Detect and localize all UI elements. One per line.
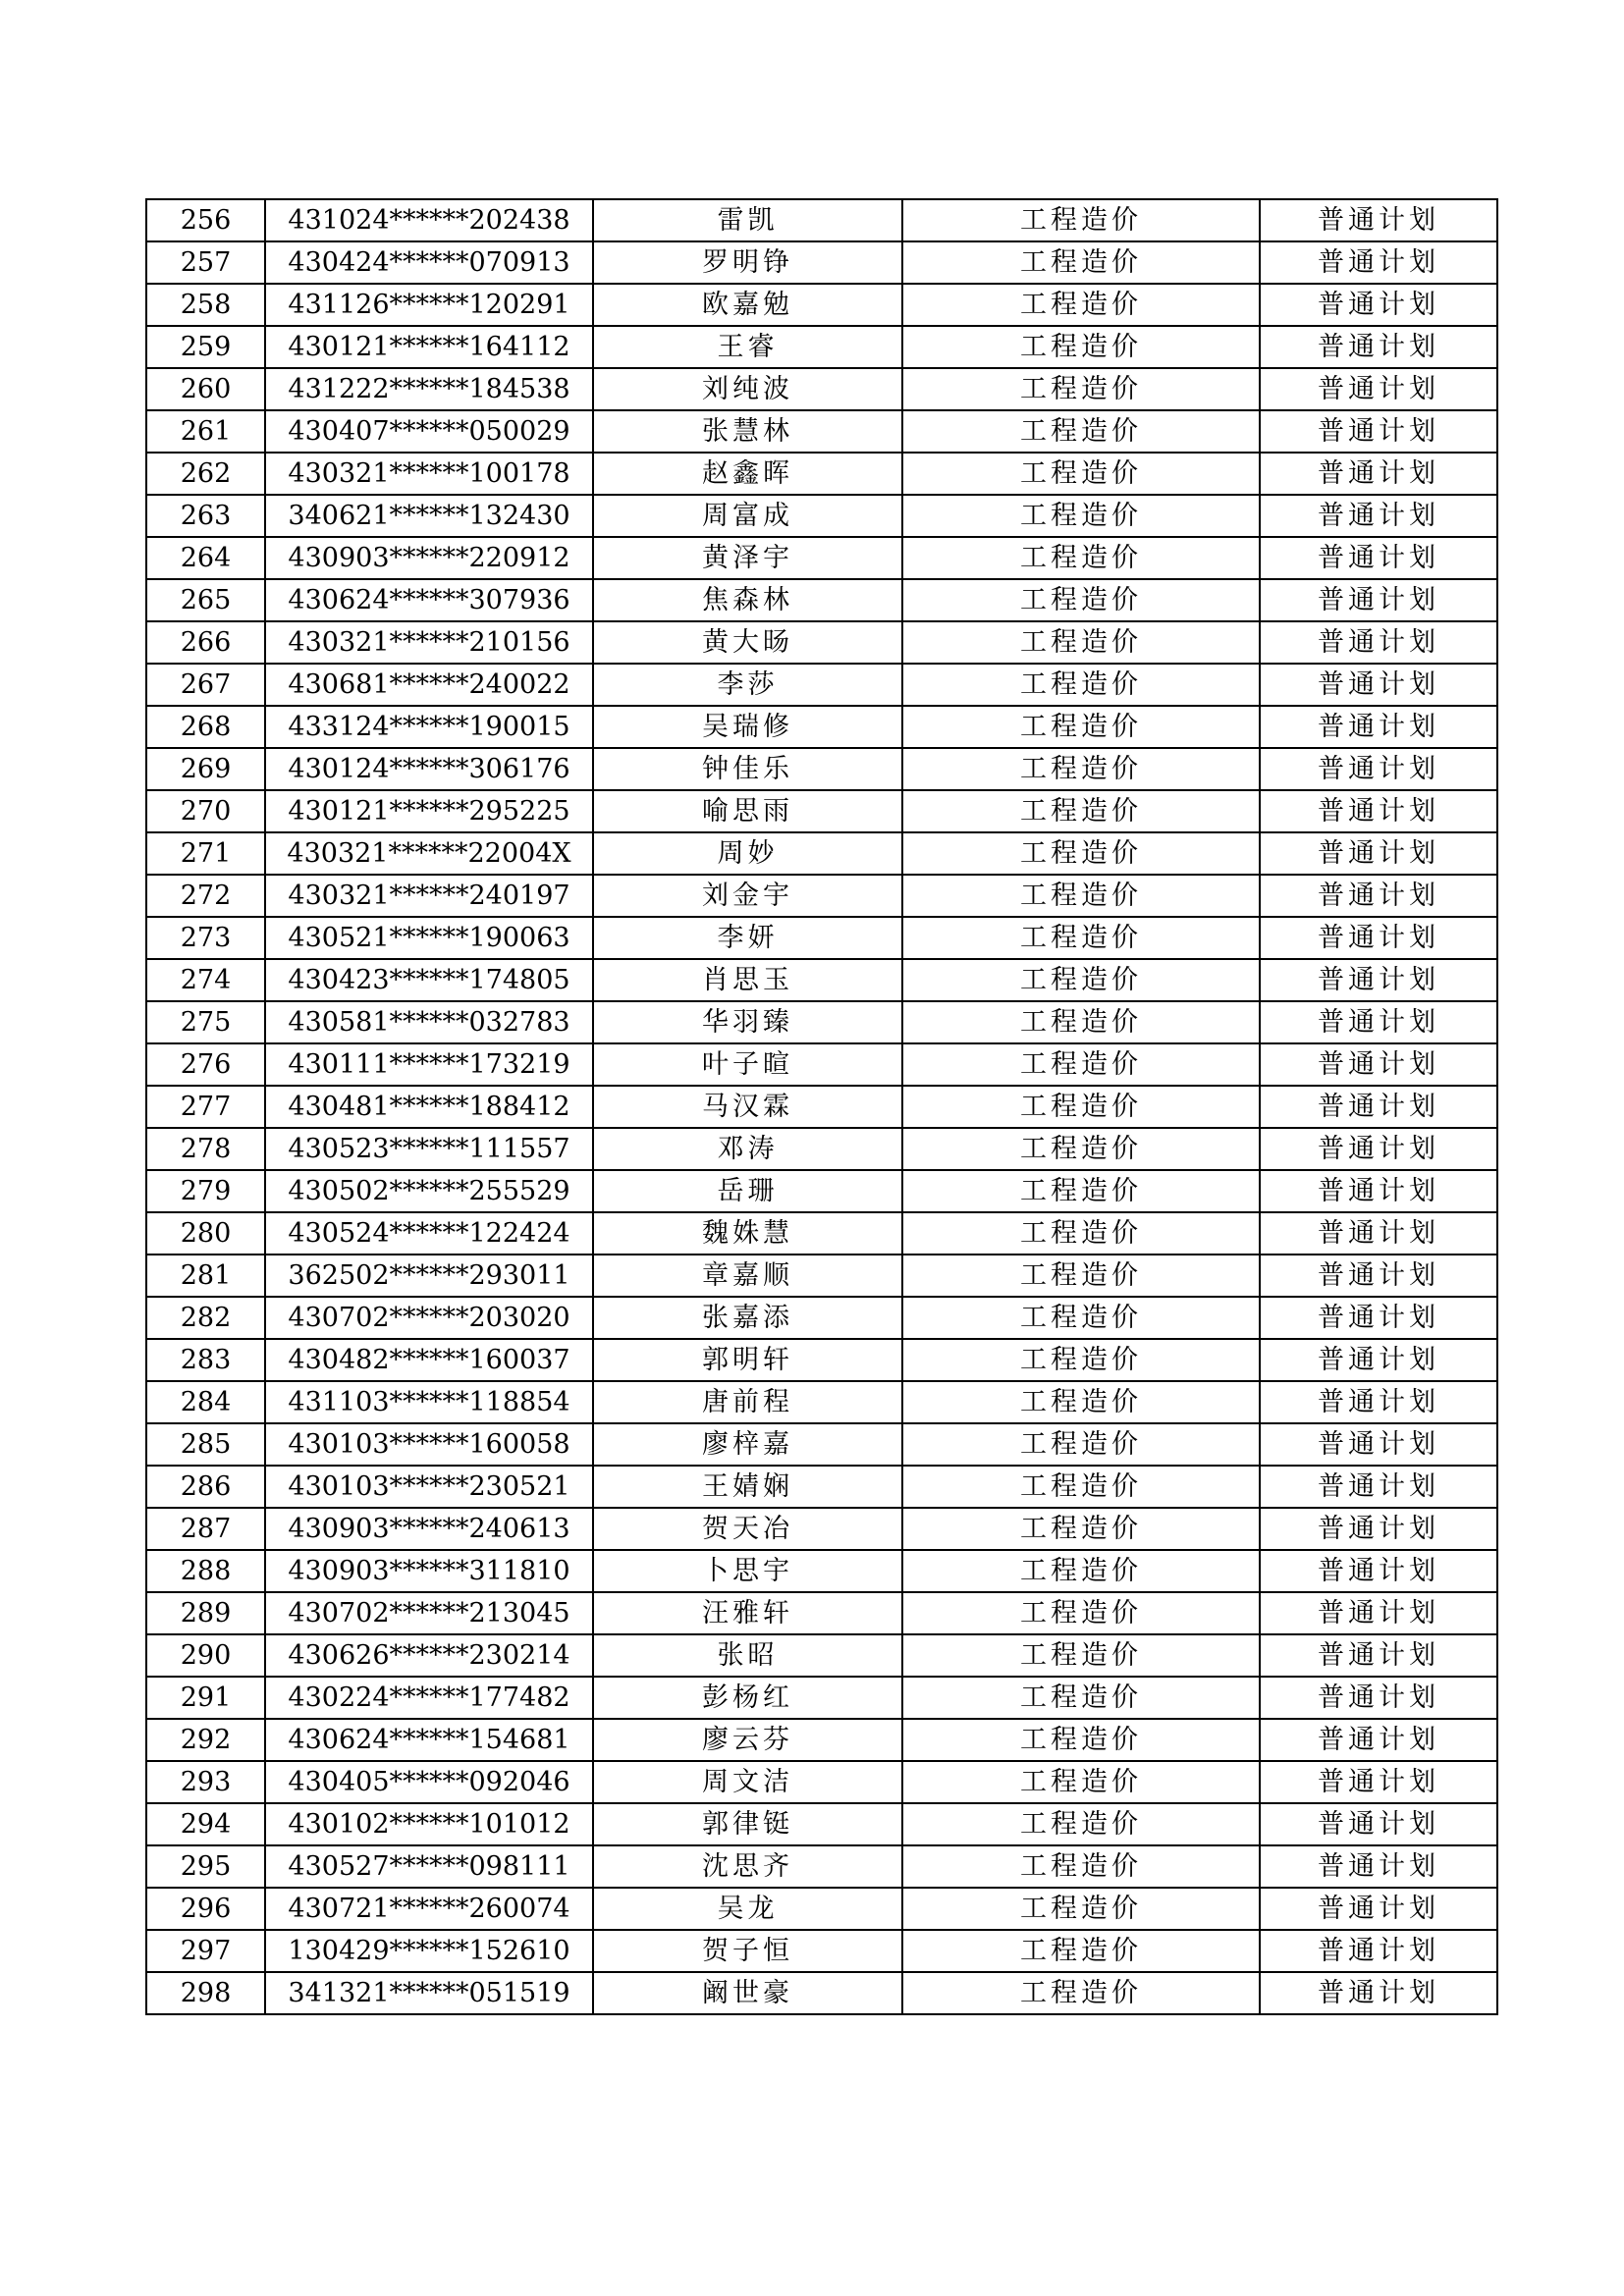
id-number-cell: 430524******122424: [265, 1212, 593, 1255]
row-number-cell: 259: [146, 326, 265, 368]
table-row: [146, 579, 1497, 621]
major-cell: 工程造价: [902, 664, 1260, 706]
table-row: [146, 917, 1497, 959]
plan-type-cell: 普通计划: [1260, 410, 1497, 453]
row-number-cell: 296: [146, 1888, 265, 1930]
major-cell: 工程造价: [902, 537, 1260, 579]
student-name-cell: 王婧娴: [593, 1466, 902, 1508]
major-cell: 工程造价: [902, 1930, 1260, 1972]
id-number-cell: 431103******118854: [265, 1381, 593, 1423]
table-row: [146, 368, 1497, 410]
table-row: [146, 1845, 1497, 1888]
student-name-cell: 周文洁: [593, 1761, 902, 1803]
row-number-cell: 256: [146, 199, 265, 241]
id-number-cell: 430405******092046: [265, 1761, 593, 1803]
id-number-cell: 430624******154681: [265, 1719, 593, 1761]
row-number-cell: 262: [146, 453, 265, 495]
table-row: [146, 1719, 1497, 1761]
table-row: [146, 1001, 1497, 1043]
id-number-cell: 430423******174805: [265, 959, 593, 1001]
id-number-cell: 430481******188412: [265, 1086, 593, 1128]
plan-type-cell: 普通计划: [1260, 1508, 1497, 1550]
plan-type-cell: 普通计划: [1260, 1803, 1497, 1845]
table-row: [146, 832, 1497, 875]
table-row: [146, 706, 1497, 748]
id-number-cell: 430124******306176: [265, 748, 593, 790]
roster-table: [145, 198, 1498, 2015]
table-row: [146, 1297, 1497, 1339]
row-number-cell: 265: [146, 579, 265, 621]
table-row: [146, 537, 1497, 579]
plan-type-cell: 普通计划: [1260, 1677, 1497, 1719]
plan-type-cell: 普通计划: [1260, 1719, 1497, 1761]
major-cell: 工程造价: [902, 1845, 1260, 1888]
table-row: [146, 1508, 1497, 1550]
plan-type-cell: 普通计划: [1260, 621, 1497, 664]
row-number-cell: 271: [146, 832, 265, 875]
row-number-cell: 291: [146, 1677, 265, 1719]
table-row: [146, 199, 1497, 241]
major-cell: 工程造价: [902, 1550, 1260, 1592]
row-number-cell: 290: [146, 1634, 265, 1677]
row-number-cell: 275: [146, 1001, 265, 1043]
row-number-cell: 280: [146, 1212, 265, 1255]
table-row: [146, 664, 1497, 706]
plan-type-cell: 普通计划: [1260, 1128, 1497, 1170]
row-number-cell: 281: [146, 1255, 265, 1297]
table-row: [146, 410, 1497, 453]
id-number-cell: 430321******240197: [265, 875, 593, 917]
row-number-cell: 295: [146, 1845, 265, 1888]
plan-type-cell: 普通计划: [1260, 537, 1497, 579]
major-cell: 工程造价: [902, 1128, 1260, 1170]
student-name-cell: 汪雅轩: [593, 1592, 902, 1634]
table-row: [146, 1677, 1497, 1719]
plan-type-cell: 普通计划: [1260, 1634, 1497, 1677]
student-name-cell: 肖思玉: [593, 959, 902, 1001]
plan-type-cell: 普通计划: [1260, 1930, 1497, 1972]
plan-type-cell: 普通计划: [1260, 326, 1497, 368]
student-name-cell: 雷凯: [593, 199, 902, 241]
table-row: [146, 1381, 1497, 1423]
id-number-cell: 430424******070913: [265, 241, 593, 284]
student-name-cell: 钟佳乐: [593, 748, 902, 790]
plan-type-cell: 普通计划: [1260, 1255, 1497, 1297]
student-name-cell: 王睿: [593, 326, 902, 368]
table-row: [146, 1086, 1497, 1128]
table-row: [146, 326, 1497, 368]
major-cell: 工程造价: [902, 284, 1260, 326]
id-number-cell: 430321******100178: [265, 453, 593, 495]
id-number-cell: 430903******240613: [265, 1508, 593, 1550]
table-row: [146, 1592, 1497, 1634]
row-number-cell: 277: [146, 1086, 265, 1128]
id-number-cell: 430521******190063: [265, 917, 593, 959]
student-name-cell: 贺子恒: [593, 1930, 902, 1972]
id-number-cell: 340621******132430: [265, 495, 593, 537]
major-cell: 工程造价: [902, 1466, 1260, 1508]
student-name-cell: 贺天冶: [593, 1508, 902, 1550]
id-number-cell: 430502******255529: [265, 1170, 593, 1212]
table-row: [146, 241, 1497, 284]
id-number-cell: 130429******152610: [265, 1930, 593, 1972]
major-cell: 工程造价: [902, 1423, 1260, 1466]
id-number-cell: 430224******177482: [265, 1677, 593, 1719]
row-number-cell: 293: [146, 1761, 265, 1803]
major-cell: 工程造价: [902, 1001, 1260, 1043]
student-name-cell: 吴龙: [593, 1888, 902, 1930]
id-number-cell: 431126******120291: [265, 284, 593, 326]
plan-type-cell: 普通计划: [1260, 706, 1497, 748]
student-name-cell: 张嘉添: [593, 1297, 902, 1339]
row-number-cell: 283: [146, 1339, 265, 1381]
id-number-cell: 430321******22004X: [265, 832, 593, 875]
plan-type-cell: 普通计划: [1260, 368, 1497, 410]
student-name-cell: 马汉霖: [593, 1086, 902, 1128]
major-cell: 工程造价: [902, 1592, 1260, 1634]
table-row: [146, 748, 1497, 790]
id-number-cell: 433124******190015: [265, 706, 593, 748]
id-number-cell: 430121******295225: [265, 790, 593, 832]
id-number-cell: 430681******240022: [265, 664, 593, 706]
plan-type-cell: 普通计划: [1260, 832, 1497, 875]
major-cell: 工程造价: [902, 1043, 1260, 1086]
row-number-cell: 297: [146, 1930, 265, 1972]
student-name-cell: 华羽臻: [593, 1001, 902, 1043]
student-name-cell: 卜思宇: [593, 1550, 902, 1592]
plan-type-cell: 普通计划: [1260, 241, 1497, 284]
row-number-cell: 260: [146, 368, 265, 410]
id-number-cell: 430581******032783: [265, 1001, 593, 1043]
id-number-cell: 362502******293011: [265, 1255, 593, 1297]
row-number-cell: 294: [146, 1803, 265, 1845]
plan-type-cell: 普通计划: [1260, 1001, 1497, 1043]
table-row: [146, 1888, 1497, 1930]
row-number-cell: 285: [146, 1423, 265, 1466]
major-cell: 工程造价: [902, 1677, 1260, 1719]
plan-type-cell: 普通计划: [1260, 495, 1497, 537]
plan-type-cell: 普通计划: [1260, 664, 1497, 706]
plan-type-cell: 普通计划: [1260, 1297, 1497, 1339]
plan-type-cell: 普通计划: [1260, 790, 1497, 832]
row-number-cell: 279: [146, 1170, 265, 1212]
plan-type-cell: 普通计划: [1260, 453, 1497, 495]
table-row: [146, 1170, 1497, 1212]
student-name-cell: 沈思齐: [593, 1845, 902, 1888]
student-name-cell: 刘金宇: [593, 875, 902, 917]
id-number-cell: 430527******098111: [265, 1845, 593, 1888]
table-row: [146, 1972, 1497, 2014]
row-number-cell: 269: [146, 748, 265, 790]
plan-type-cell: 普通计划: [1260, 1212, 1497, 1255]
student-name-cell: 黄泽宇: [593, 537, 902, 579]
major-cell: 工程造价: [902, 790, 1260, 832]
student-name-cell: 喻思雨: [593, 790, 902, 832]
major-cell: 工程造价: [902, 1719, 1260, 1761]
major-cell: 工程造价: [902, 1339, 1260, 1381]
major-cell: 工程造价: [902, 875, 1260, 917]
plan-type-cell: 普通计划: [1260, 284, 1497, 326]
table-row: [146, 1803, 1497, 1845]
major-cell: 工程造价: [902, 579, 1260, 621]
plan-type-cell: 普通计划: [1260, 748, 1497, 790]
student-name-cell: 周富成: [593, 495, 902, 537]
plan-type-cell: 普通计划: [1260, 1972, 1497, 2014]
row-number-cell: 268: [146, 706, 265, 748]
table-row: [146, 1466, 1497, 1508]
major-cell: 工程造价: [902, 1972, 1260, 2014]
student-name-cell: 张慧林: [593, 410, 902, 453]
id-number-cell: 430121******164112: [265, 326, 593, 368]
id-number-cell: 430321******210156: [265, 621, 593, 664]
student-name-cell: 李妍: [593, 917, 902, 959]
row-number-cell: 282: [146, 1297, 265, 1339]
id-number-cell: 430903******220912: [265, 537, 593, 579]
id-number-cell: 430482******160037: [265, 1339, 593, 1381]
id-number-cell: 341321******051519: [265, 1972, 593, 2014]
major-cell: 工程造价: [902, 1761, 1260, 1803]
row-number-cell: 276: [146, 1043, 265, 1086]
student-name-cell: 刘纯波: [593, 368, 902, 410]
row-number-cell: 266: [146, 621, 265, 664]
row-number-cell: 278: [146, 1128, 265, 1170]
row-number-cell: 258: [146, 284, 265, 326]
table-row: [146, 284, 1497, 326]
major-cell: 工程造价: [902, 621, 1260, 664]
major-cell: 工程造价: [902, 495, 1260, 537]
major-cell: 工程造价: [902, 832, 1260, 875]
row-number-cell: 274: [146, 959, 265, 1001]
row-number-cell: 298: [146, 1972, 265, 2014]
roster-table-body: [146, 199, 1497, 2014]
table-row: [146, 875, 1497, 917]
student-name-cell: 章嘉顺: [593, 1255, 902, 1297]
student-name-cell: 叶子暄: [593, 1043, 902, 1086]
student-name-cell: 廖云芬: [593, 1719, 902, 1761]
plan-type-cell: 普通计划: [1260, 1550, 1497, 1592]
student-name-cell: 阚世豪: [593, 1972, 902, 2014]
table-row: [146, 1212, 1497, 1255]
table-row: [146, 1043, 1497, 1086]
plan-type-cell: 普通计划: [1260, 1423, 1497, 1466]
id-number-cell: 430523******111557: [265, 1128, 593, 1170]
id-number-cell: 430111******173219: [265, 1043, 593, 1086]
id-number-cell: 430903******311810: [265, 1550, 593, 1592]
plan-type-cell: 普通计划: [1260, 1170, 1497, 1212]
major-cell: 工程造价: [902, 748, 1260, 790]
plan-type-cell: 普通计划: [1260, 1888, 1497, 1930]
table-row: [146, 495, 1497, 537]
student-name-cell: 邓涛: [593, 1128, 902, 1170]
major-cell: 工程造价: [902, 241, 1260, 284]
plan-type-cell: 普通计划: [1260, 1761, 1497, 1803]
student-name-cell: 罗明铮: [593, 241, 902, 284]
student-name-cell: 周妙: [593, 832, 902, 875]
table-row: [146, 1634, 1497, 1677]
row-number-cell: 286: [146, 1466, 265, 1508]
table-row: [146, 1423, 1497, 1466]
table-row: [146, 790, 1497, 832]
student-name-cell: 焦森林: [593, 579, 902, 621]
major-cell: 工程造价: [902, 959, 1260, 1001]
id-number-cell: 431222******184538: [265, 368, 593, 410]
plan-type-cell: 普通计划: [1260, 1381, 1497, 1423]
id-number-cell: 430103******160058: [265, 1423, 593, 1466]
plan-type-cell: 普通计划: [1260, 1339, 1497, 1381]
major-cell: 工程造价: [902, 1508, 1260, 1550]
row-number-cell: 261: [146, 410, 265, 453]
student-name-cell: 赵鑫晖: [593, 453, 902, 495]
plan-type-cell: 普通计划: [1260, 1466, 1497, 1508]
student-name-cell: 张昭: [593, 1634, 902, 1677]
row-number-cell: 284: [146, 1381, 265, 1423]
major-cell: 工程造价: [902, 1086, 1260, 1128]
table-row: [146, 1255, 1497, 1297]
plan-type-cell: 普通计划: [1260, 875, 1497, 917]
student-name-cell: 吴瑞修: [593, 706, 902, 748]
student-name-cell: 廖梓嘉: [593, 1423, 902, 1466]
student-name-cell: 李莎: [593, 664, 902, 706]
row-number-cell: 263: [146, 495, 265, 537]
student-name-cell: 岳珊: [593, 1170, 902, 1212]
student-name-cell: 欧嘉勉: [593, 284, 902, 326]
row-number-cell: 264: [146, 537, 265, 579]
plan-type-cell: 普通计划: [1260, 1845, 1497, 1888]
row-number-cell: 273: [146, 917, 265, 959]
major-cell: 工程造价: [902, 1888, 1260, 1930]
row-number-cell: 267: [146, 664, 265, 706]
major-cell: 工程造价: [902, 326, 1260, 368]
row-number-cell: 292: [146, 1719, 265, 1761]
major-cell: 工程造价: [902, 1381, 1260, 1423]
id-number-cell: 430102******101012: [265, 1803, 593, 1845]
major-cell: 工程造价: [902, 1255, 1260, 1297]
id-number-cell: 430407******050029: [265, 410, 593, 453]
major-cell: 工程造价: [902, 706, 1260, 748]
row-number-cell: 270: [146, 790, 265, 832]
student-name-cell: 郭明轩: [593, 1339, 902, 1381]
table-row: [146, 1550, 1497, 1592]
id-number-cell: 430702******203020: [265, 1297, 593, 1339]
table-row: [146, 1761, 1497, 1803]
student-name-cell: 魏姝慧: [593, 1212, 902, 1255]
student-name-cell: 唐前程: [593, 1381, 902, 1423]
major-cell: 工程造价: [902, 1212, 1260, 1255]
id-number-cell: 430721******260074: [265, 1888, 593, 1930]
row-number-cell: 289: [146, 1592, 265, 1634]
row-number-cell: 287: [146, 1508, 265, 1550]
row-number-cell: 257: [146, 241, 265, 284]
id-number-cell: 430103******230521: [265, 1466, 593, 1508]
student-name-cell: 彭杨红: [593, 1677, 902, 1719]
major-cell: 工程造价: [902, 410, 1260, 453]
major-cell: 工程造价: [902, 1170, 1260, 1212]
major-cell: 工程造价: [902, 1803, 1260, 1845]
id-number-cell: 430702******213045: [265, 1592, 593, 1634]
table-row: [146, 1128, 1497, 1170]
major-cell: 工程造价: [902, 1634, 1260, 1677]
id-number-cell: 431024******202438: [265, 199, 593, 241]
student-name-cell: 黄大旸: [593, 621, 902, 664]
major-cell: 工程造价: [902, 1297, 1260, 1339]
plan-type-cell: 普通计划: [1260, 917, 1497, 959]
plan-type-cell: 普通计划: [1260, 959, 1497, 1001]
student-name-cell: 郭律铤: [593, 1803, 902, 1845]
plan-type-cell: 普通计划: [1260, 199, 1497, 241]
table-row: [146, 1930, 1497, 1972]
major-cell: 工程造价: [902, 199, 1260, 241]
major-cell: 工程造价: [902, 917, 1260, 959]
table-row: [146, 1339, 1497, 1381]
row-number-cell: 288: [146, 1550, 265, 1592]
major-cell: 工程造价: [902, 368, 1260, 410]
plan-type-cell: 普通计划: [1260, 1086, 1497, 1128]
id-number-cell: 430624******307936: [265, 579, 593, 621]
table-row: [146, 453, 1497, 495]
plan-type-cell: 普通计划: [1260, 1592, 1497, 1634]
table-row: [146, 621, 1497, 664]
row-number-cell: 272: [146, 875, 265, 917]
major-cell: 工程造价: [902, 453, 1260, 495]
plan-type-cell: 普通计划: [1260, 1043, 1497, 1086]
id-number-cell: 430626******230214: [265, 1634, 593, 1677]
plan-type-cell: 普通计划: [1260, 579, 1497, 621]
table-row: [146, 959, 1497, 1001]
